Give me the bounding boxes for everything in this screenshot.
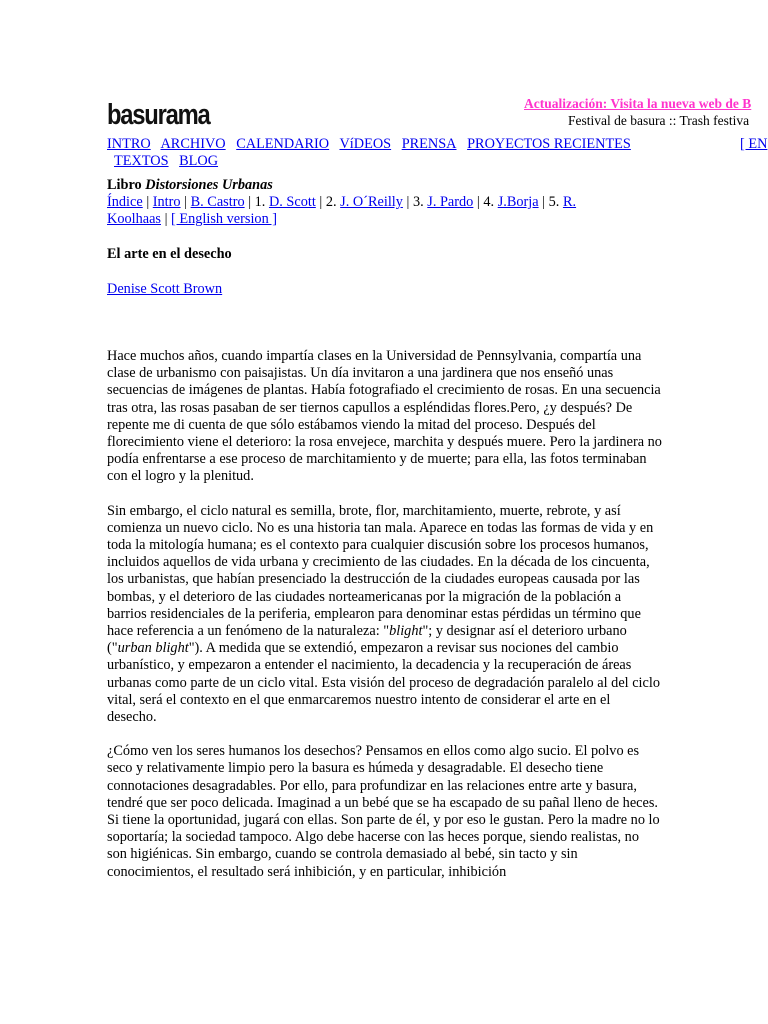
- nav-videos[interactable]: VíDEOS: [339, 136, 392, 152]
- article-body: [107, 348, 662, 898]
- chapter-number: 1.: [254, 194, 266, 210]
- link-j-borja[interactable]: J.Borja: [497, 194, 539, 210]
- nav-prensa[interactable]: PRENSA: [401, 136, 457, 152]
- separator: |: [146, 194, 150, 210]
- chapter-number: 5.: [548, 194, 560, 210]
- site-logo[interactable]: basurama: [107, 99, 210, 131]
- link-j-oreilly[interactable]: J. O´Reilly: [340, 194, 403, 210]
- separator: |: [164, 211, 168, 227]
- chapter-number: 2.: [325, 194, 337, 210]
- update-link[interactable]: Actualización: Visita la nueva web de B: [524, 96, 752, 111]
- nav-calendario[interactable]: CALENDARIO: [236, 136, 330, 152]
- separator: |: [406, 194, 410, 210]
- article-author-link[interactable]: Denise Scott Brown: [107, 281, 223, 297]
- link-r-koolhaas-1[interactable]: R.: [562, 194, 577, 210]
- book-label: Libro: [107, 177, 142, 193]
- link-j-pardo[interactable]: J. Pardo: [427, 194, 474, 210]
- separator: |: [248, 194, 252, 210]
- chapter-number: 4.: [483, 194, 495, 210]
- article-title: El arte en el desecho: [107, 246, 232, 262]
- site-tagline: Festival de basura :: Trash festiva: [568, 113, 750, 128]
- link-indice[interactable]: Índice: [107, 194, 143, 210]
- term-blight: blight: [389, 623, 423, 640]
- link-intro[interactable]: Intro: [152, 194, 181, 210]
- nav-blog[interactable]: BLOG: [179, 153, 219, 169]
- link-b-castro[interactable]: B. Castro: [190, 194, 245, 210]
- nav-english-link[interactable]: [ EN: [740, 136, 768, 152]
- separator: |: [184, 194, 188, 210]
- paragraph-2-text-b: "; y designar así el deterioro urbano (": [107, 623, 627, 657]
- paragraph-1: Hace muchos años, cuando impartía clases en la Universidad de Pennsylvania, compartía una clase de urbanismo con paisajistas. Un día invitaron a una jardinera que nos enseñó unas secuencias de imágenes de plantas. Había fotografiado el crecimiento de rosas. En una secuencia tras otra, las rosas pasaban de ser tiernos capullos a espléndidas flores.Pero, ¿y después? De repente me di cuenta de que sólo estábamos viendo la mitad del proceso. Después del florecimiento viene el deterioro: la rosa envejece, marchita y después muere. Pero la jardinera no podía enfrentarse a ese proceso de marchitamiento y de muerte; para ella, las fotos terminaban con el logro y la plenitud.: [107, 348, 662, 485]
- nav-row2: [107, 153, 225, 169]
- chapter-number: 3.: [412, 194, 424, 210]
- paragraph-2-text-c: "). A medida que se extendió, empezaron a revisar sus nociones del cambio urbanístico, y empezaron a entender el nacimiento, la decadencia y la recuperación de áreas urbanas como parte de un ciclo vital. Esta visión del proceso de degradación paralelo al del ciclo vital, será el contexto en el que enmarcaremos nuestro intento de considerar el arte en el desecho.: [107, 640, 660, 726]
- book-heading: [107, 177, 627, 194]
- separator: |: [319, 194, 323, 210]
- book-index-links: [107, 194, 627, 228]
- paragraph-3: ¿Cómo ven los seres humanos los desechos? Pensamos en ellos como algo sucio. El polvo es seco y relativamente limpio pero la basura es húmeda y desagradable. El desecho tiene connotaciones desagradables. Por ello, para profundizar en las relaciones entre arte y basura, tendré que ser poco delicada. Imaginad a un bebé que se ha escapado de su pañal lleno de heces. Si tiene la oportunidad, jugará con ellas. Son parte de él, y por eso le gustan. Pero la madre no lo soportaría; la sociedad tampoco. Algo debe hacerse con las heces porque, siendo realistas, no son higiénicas. Sin embargo, cuando se controla demasiado al bebé, sin tacto y sin conocimientos, el resultado será inhibición, y en particular, inhibición: [107, 743, 660, 880]
- nav-textos[interactable]: TEXTOS: [114, 153, 169, 169]
- link-english-version[interactable]: [ English version ]: [171, 211, 278, 227]
- term-urban-blight: urban blight: [117, 640, 189, 657]
- nav-proyectos-recientes[interactable]: PROYECTOS RECIENTES: [467, 136, 631, 152]
- nav-archivo[interactable]: ARCHIVO: [160, 136, 226, 152]
- paragraph-2-text-a: Sin embargo, el ciclo natural es semilla, brote, flor, marchitamiento, muerte, rebrote, y así comienza un nuevo ciclo. No es una historia tan mala. Aparece en todas las formas de vida y en toda la mitología humana; es el contexto para cualquier discusión sobre los procesos humanos, incluidos aquellos de vida urbana y crecimiento de las ciudades. En la década de los cincuenta, los urbanistas, que habían presenciado la destrucción de la ciudades europeas causada por las bombas, y el deterioro de las ciudades norteamericanas por la migración de la población a barrios residenciales de la periferia, emplearon para denominar estas pérdidas un término que hace referencia a un fenómeno de la naturaleza: ": [107, 502, 654, 640]
- book-nav: [107, 177, 627, 228]
- book-title: Distorsiones Urbanas: [145, 177, 273, 193]
- link-r-koolhaas-2[interactable]: Koolhaas: [107, 211, 161, 227]
- separator: |: [542, 194, 546, 210]
- separator: |: [476, 194, 480, 210]
- link-d-scott[interactable]: D. Scott: [268, 194, 316, 210]
- main-nav: [107, 136, 667, 170]
- nav-intro[interactable]: INTRO: [107, 136, 151, 152]
- paragraph-2: [107, 503, 662, 727]
